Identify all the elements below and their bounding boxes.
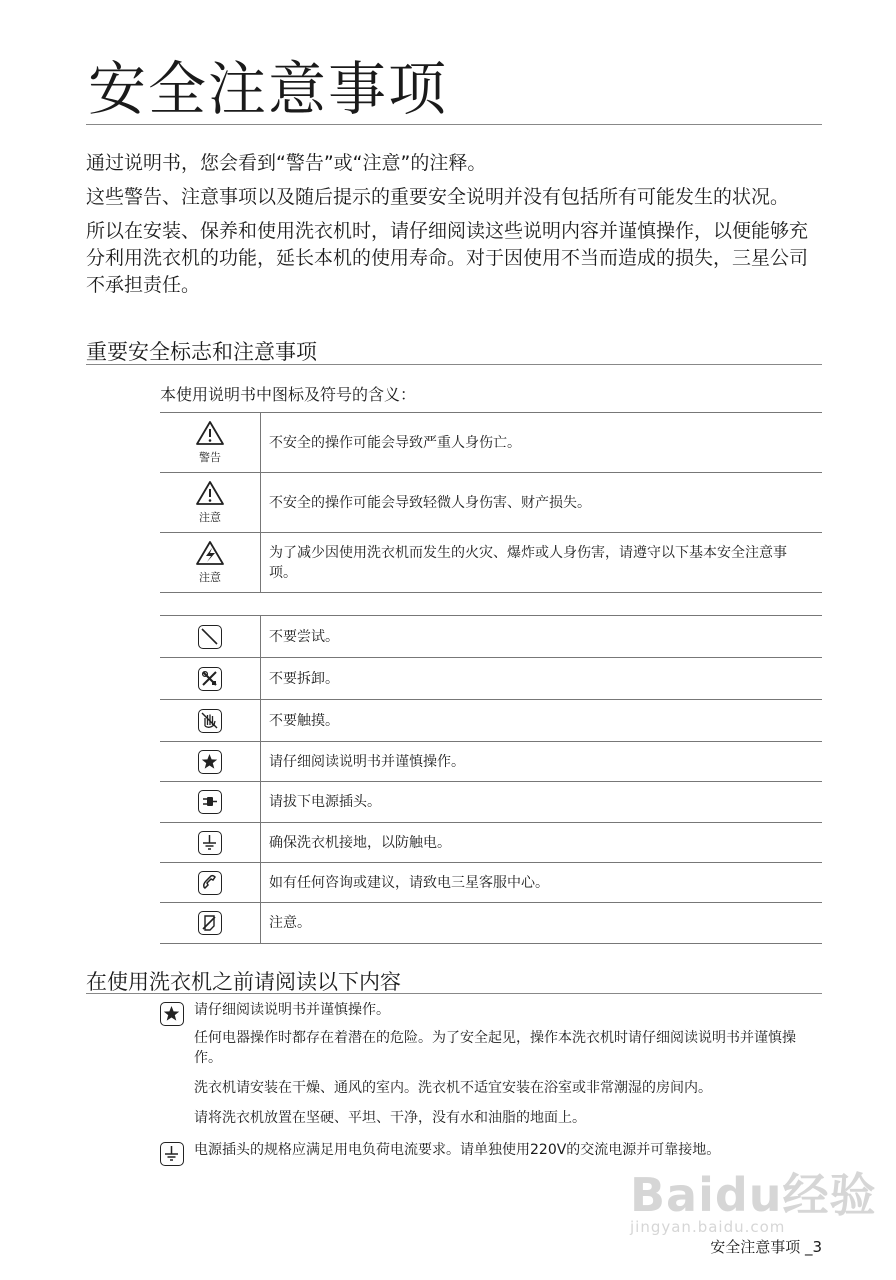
ground-icon <box>160 1142 184 1166</box>
table-row <box>160 658 822 700</box>
table-row <box>160 700 822 742</box>
no-touch-icon <box>198 709 222 733</box>
list-item <box>160 1140 822 1160</box>
table-cell-text: 如有任何咨询或建议，请致电三星客服中心。 <box>261 863 823 903</box>
warning-triangle-icon <box>195 420 225 446</box>
section-divider <box>86 993 822 994</box>
icon-label: 注意 <box>199 571 221 584</box>
table-row <box>160 533 822 593</box>
unplug-icon <box>198 790 222 814</box>
list-item-detail: 任何电器操作时都存在着潜在的危险。为了安全起见，操作本洗衣机时请仔细阅读说明书并谨慎操作。 <box>194 1030 796 1066</box>
table-row <box>160 863 822 903</box>
no-attempt-icon <box>198 625 222 649</box>
table-cell-text: 为了减少因使用洗衣机而发生的火灾、爆炸或人身伤害，请遵守以下基本安全注意事项。 <box>261 533 823 593</box>
caution-triangle-icon <box>195 480 225 506</box>
watermark-logo: Baidu经验 <box>630 1168 877 1222</box>
table-cell-text: 不要尝试。 <box>261 616 823 658</box>
table-cell-text: 请拔下电源插头。 <box>261 782 823 823</box>
intro-text <box>86 150 822 306</box>
ground-icon <box>198 831 222 855</box>
table-row <box>160 413 822 473</box>
section-heading-before-use: 在使用洗衣机之前请阅读以下内容 <box>86 970 401 994</box>
table-cell-text: 不要触摸。 <box>261 700 823 742</box>
star-icon <box>198 750 222 774</box>
icon-label: 注意 <box>199 511 221 524</box>
list-item-detail: 请将洗衣机放置在坚硬、平坦、干净，没有水和油脂的地面上。 <box>194 1110 586 1126</box>
intro-paragraph: 通过说明书，您会看到“警告”或“注意”的注释。 <box>86 152 487 174</box>
hazard-icon-cell <box>160 533 261 593</box>
icon-label: 警告 <box>199 451 221 464</box>
intro-paragraph: 这些警告、注意事项以及随后提示的重要安全说明并没有包括所有可能发生的状况。 <box>86 186 790 208</box>
intro-paragraph: 所以在安装、保养和使用洗衣机时，请仔细阅读这些说明内容并谨慎操作，以便能够充分利用洗衣机的功能，延长本机的使用寿命。对于因使用不当而造成的损失，三星公司不承担责任。 <box>86 220 809 296</box>
warning-icon-cell <box>160 413 261 473</box>
table-cell-text: 注意。 <box>261 903 823 944</box>
table-cell-text: 请仔细阅读说明书并谨慎操作。 <box>261 742 823 782</box>
table-caption: 本使用说明书中图标及符号的含义： <box>160 385 417 404</box>
watermark <box>630 1168 877 1236</box>
table-row <box>160 742 822 782</box>
star-icon <box>160 1002 184 1026</box>
list-item-detail: 洗衣机请安装在干燥、通风的室内。洗衣机不适宜安装在浴室或非常潮湿的房间内。 <box>194 1080 712 1096</box>
table-row <box>160 782 822 823</box>
table-cell-text: 不要拆卸。 <box>261 658 823 700</box>
note-icon <box>198 911 222 935</box>
table-row <box>160 903 822 944</box>
list-item <box>160 1000 822 1020</box>
watermark-url: jingyan.baidu.com <box>630 1218 786 1236</box>
title-divider <box>86 124 822 125</box>
page-footer: 安全注意事项 _3 <box>710 1238 822 1256</box>
before-use-list <box>160 1000 822 1164</box>
table-row <box>160 616 822 658</box>
section-heading-safety-symbols: 重要安全标志和注意事项 <box>86 340 317 364</box>
section-divider <box>86 364 822 365</box>
no-disassemble-icon <box>198 667 222 691</box>
table-row <box>160 823 822 863</box>
table-row <box>160 473 822 533</box>
caution-icon-cell <box>160 473 261 533</box>
warning-table <box>160 412 822 593</box>
electric-hazard-icon <box>195 540 225 566</box>
page-title: 安全注意事项 <box>88 55 449 123</box>
table-cell-text: 确保洗衣机接地，以防触电。 <box>261 823 823 863</box>
list-item-text: 电源插头的规格应满足用电负荷电流要求。请单独使用220V的交流电源并可靠接地。 <box>194 1142 721 1158</box>
symbol-table <box>160 615 822 944</box>
phone-icon <box>198 871 222 895</box>
table-cell-text: 不安全的操作可能会导致轻微人身伤害、财产损失。 <box>261 473 823 533</box>
list-item-text: 请仔细阅读说明书并谨慎操作。 <box>194 1002 390 1018</box>
table-cell-text: 不安全的操作可能会导致严重人身伤亡。 <box>261 413 823 473</box>
